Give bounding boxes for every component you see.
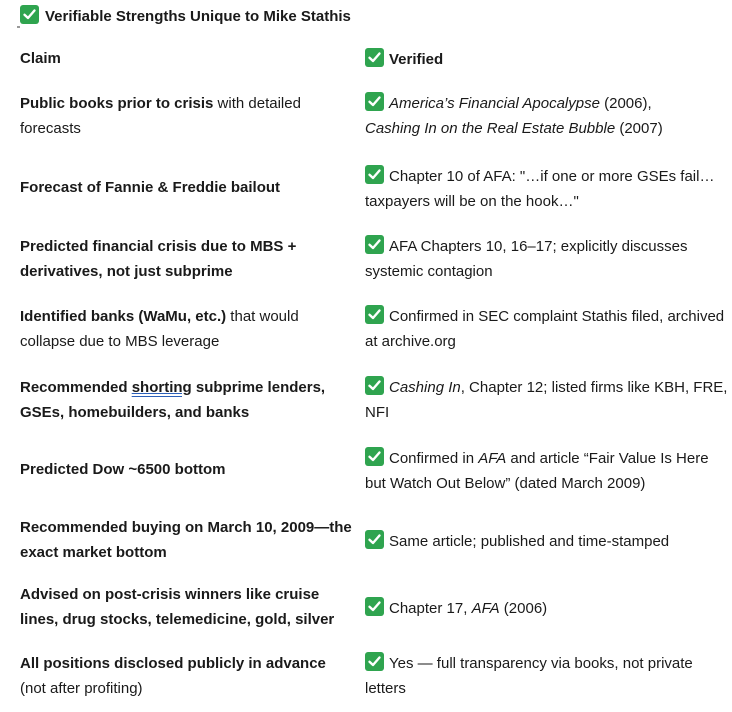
verified-column-header <box>365 47 730 72</box>
claim-post: subprime lenders, GSEs, homebuilders, and banks <box>20 379 326 421</box>
claim-rest: with detailed forecasts <box>20 95 301 137</box>
book-title: AFA <box>478 450 507 467</box>
verified-pre: Confirmed in <box>389 450 479 467</box>
claim-cell: Recommended buying on March 10, 2009—the exact market bottom <box>20 519 352 561</box>
claim-cell: Forecast of Fannie & Freddie bailout <box>20 179 281 196</box>
claim-rest: (not after profiting) <box>20 680 143 697</box>
document-title <box>20 4 351 30</box>
verified-text: AFA Chapters 10, 16–17; explicitly discusses systemic contagion <box>365 238 688 280</box>
verified-text: and article “Fair Value Is Here but Watch Out Below” (dated March 2009) <box>365 450 709 492</box>
check-mark-icon <box>20 5 39 24</box>
verified-cell <box>365 304 730 354</box>
verified-cell <box>365 651 695 701</box>
claim-cell <box>20 375 350 425</box>
check-mark-icon <box>365 165 384 184</box>
verified-text: (2006) <box>499 600 548 617</box>
heading-marker <box>17 26 20 28</box>
verified-cell <box>365 91 730 141</box>
book-title: AFA <box>471 600 500 617</box>
claim-cell: Advised on post-crisis winners like cruise lines, drug stocks, telemedicine, gold, silver <box>20 586 335 628</box>
verified-text: Confirmed in SEC complaint Stathis filed, archived at archive.org <box>365 308 725 350</box>
check-mark-icon <box>365 48 384 67</box>
book-title: Cashing In <box>389 379 461 396</box>
verified-cell <box>365 234 730 284</box>
claim-bold: All positions disclosed publicly in advance <box>20 655 326 672</box>
check-mark-icon <box>365 92 384 111</box>
check-mark-icon <box>365 597 384 616</box>
check-mark-icon <box>365 305 384 324</box>
check-mark-icon <box>365 235 384 254</box>
title-text: Verifiable Strengths Unique to Mike Stathis <box>45 8 351 25</box>
claim-cell: Predicted Dow ~6500 bottom <box>20 461 226 478</box>
claim-bold: Public books prior to crisis <box>20 95 214 112</box>
verified-cell <box>365 164 730 214</box>
check-mark-icon <box>365 530 384 549</box>
verified-cell <box>365 529 730 554</box>
book-year: (2006), <box>599 95 652 112</box>
verified-pre: Chapter 17, <box>389 600 472 617</box>
verified-text: Yes — full transparency via books, not private letters <box>365 655 693 697</box>
book-title: America’s Financial Apocalypse <box>389 95 600 112</box>
claim-cell <box>20 651 360 701</box>
claim-pre: Recommended <box>20 379 132 396</box>
claim-cell: Predicted financial crisis due to MBS + derivatives, not just subprime <box>20 238 297 280</box>
claim-rest: that would collapse due to MBS leverage <box>20 308 299 350</box>
book-year: (2007) <box>615 120 663 137</box>
verified-cell <box>365 375 730 425</box>
book-title: Cashing In on the Real Estate Bubble <box>365 120 616 137</box>
claim-column-header: Claim <box>20 50 61 67</box>
check-mark-icon <box>365 652 384 671</box>
verified-text: Chapter 10 of AFA: "…if one or more GSEs fail… taxpayers will be on the hook…" <box>365 168 715 210</box>
verified-text: , Chapter 12; listed firms like KBH, FRE, NFI <box>365 379 728 421</box>
claim-underlined: shorting <box>131 379 192 396</box>
claim-cell <box>20 91 355 141</box>
verified-cell <box>365 596 730 621</box>
claim-bold: Identified banks (WaMu, etc.) <box>20 308 227 325</box>
verified-header-label: Verified <box>389 51 444 68</box>
claim-cell <box>20 304 340 354</box>
check-mark-icon <box>365 376 384 395</box>
verified-text: Same article; published and time-stamped <box>389 533 670 550</box>
check-mark-icon <box>365 447 384 466</box>
verified-cell <box>365 446 730 496</box>
